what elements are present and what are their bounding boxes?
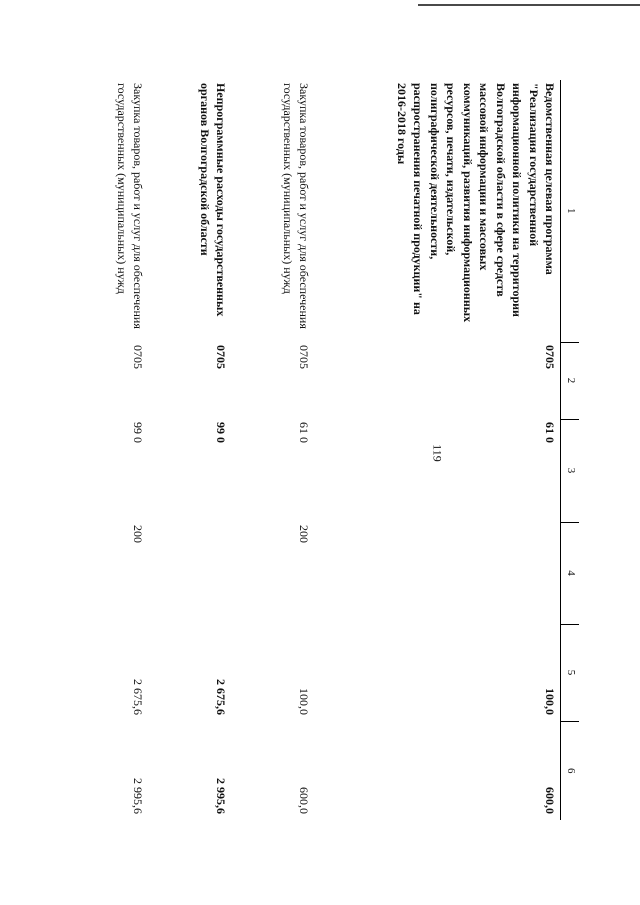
table-row: [89, 80, 149, 820]
row-section: 0705: [297, 345, 312, 369]
row-expense-type: [149, 522, 232, 624]
scan-edge-line: [418, 4, 640, 6]
budget-table: [89, 80, 580, 820]
row-amount-2017: 100,0: [543, 688, 557, 715]
budget-table-container: [90, 80, 579, 820]
row-name: Непрограммные расходы государственных органов Волгоградской области: [198, 83, 229, 317]
row-amount-2018: 600,0: [543, 787, 557, 814]
table-row: [232, 80, 315, 820]
row-expense-type: 200: [131, 525, 146, 543]
row-amount-2018: 600,0: [297, 787, 312, 814]
row-section: 0705: [214, 345, 229, 369]
header-col-4: 4: [561, 522, 580, 624]
header-col-2: 2: [561, 342, 580, 419]
header-col-1: 1: [561, 80, 580, 342]
row-target: 61 0: [297, 422, 312, 443]
header-col-6: 6: [561, 721, 580, 820]
row-name: Ведомственная целевая программа "Реализация государственной информационной политики на территории Волгоградской области в сфере средств массовой информации и массовых коммуникаций, развития информационных ресурсов, печати, издательской, полиграфической деятельности, распространения печатной продукции" на 2016-2018 годы: [395, 83, 557, 323]
row-section: 0705: [543, 345, 557, 369]
row-name: Закупка товаров, работ и услуг для обеспечения государственных (муниципальных) нужд: [281, 83, 312, 329]
row-target: 99 0: [131, 422, 146, 443]
header-col-3: 3: [561, 419, 580, 522]
row-amount-2018: 2 995,6: [131, 778, 146, 814]
row-amount-2017: 100,0: [297, 688, 312, 715]
page-number: 119: [430, 444, 445, 462]
row-expense-type: 200: [297, 525, 312, 543]
row-name: Закупка товаров, работ и услуг для обеспечения государственных (муниципальных) нужд: [115, 83, 146, 329]
row-target: 99 0: [214, 422, 229, 443]
table-row: [315, 80, 561, 820]
table-row: [149, 80, 232, 820]
header-col-5: 5: [561, 624, 580, 721]
row-target: 61 0: [543, 422, 557, 443]
row-amount-2017: 2 675,6: [214, 679, 229, 715]
table-header-row: [561, 80, 580, 820]
row-section: 0705: [131, 345, 146, 369]
row-amount-2017: 2 675,6: [131, 679, 146, 715]
row-expense-type: [315, 522, 561, 624]
row-amount-2018: 2 995,6: [214, 778, 229, 814]
